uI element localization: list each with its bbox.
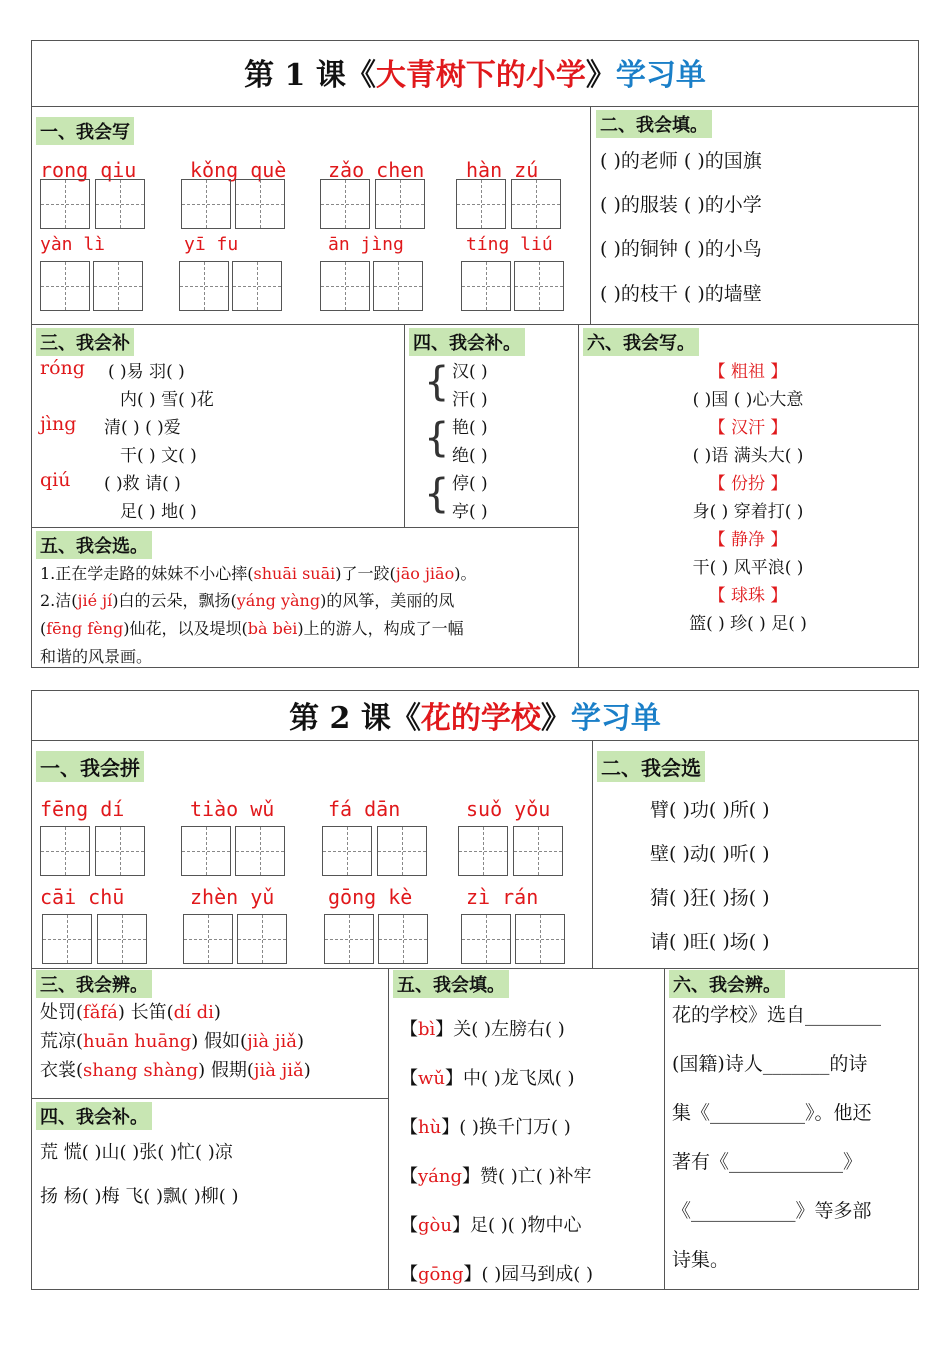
sentence-text: ( bbox=[40, 619, 47, 638]
writing-grid[interactable] bbox=[456, 179, 506, 229]
idiom-line: 【yáng】赞( )亡( )补牢 bbox=[400, 1166, 592, 1187]
fill-line[interactable]: 荒 慌( )山( )张( )忙( )凉 bbox=[40, 1142, 233, 1163]
sentence-text: 1.正在学走路的妹妹不小心摔( bbox=[40, 564, 254, 583]
fill-line[interactable]: 臂( )功( )所( ) bbox=[650, 799, 770, 821]
word-text: ) bbox=[303, 1060, 311, 1081]
writing-grid[interactable] bbox=[181, 826, 231, 876]
fill-line[interactable]: ( )的服装 ( )的小学 bbox=[600, 194, 762, 216]
lesson1-title-divider bbox=[31, 106, 919, 107]
fill-line[interactable]: 集《__________》。他还 bbox=[672, 1102, 872, 1124]
word-text: ) 假如( bbox=[191, 1031, 248, 1052]
l2-pinyin: fēng dí bbox=[40, 797, 125, 821]
fill-line[interactable]: 艳( ) bbox=[452, 418, 488, 438]
s3-pinyin: qiú bbox=[40, 469, 71, 491]
writing-grid[interactable] bbox=[237, 914, 287, 964]
s3-pinyin: jìng bbox=[40, 413, 77, 435]
l2-pinyin: suǒ yǒu bbox=[466, 797, 551, 821]
sentence-text: 2.洁( bbox=[40, 591, 78, 610]
pinyin-option[interactable]: jià jiǎ bbox=[253, 1060, 304, 1081]
sentence-text: )上的游人，构成了一幅 bbox=[297, 619, 464, 638]
word-text: ) 假期( bbox=[198, 1060, 254, 1081]
lesson2-s1-header: 一、我会拼 bbox=[36, 751, 144, 782]
writing-grid[interactable] bbox=[181, 179, 231, 229]
lesson2-title-divider bbox=[31, 740, 919, 741]
lesson1-title bbox=[31, 50, 919, 94]
l2-pinyin: cāi chū bbox=[40, 885, 125, 909]
fill-line[interactable]: ( )语 满头大( ) bbox=[692, 446, 804, 466]
pinyin-option[interactable]: yáng yàng bbox=[236, 591, 321, 610]
lesson1-s4-header: 四、我会补。 bbox=[409, 328, 525, 356]
word-text: ) 长笛( bbox=[117, 1002, 174, 1023]
writing-grid[interactable] bbox=[320, 179, 370, 229]
fill-line[interactable]: ( )的枝干 ( )的墙壁 bbox=[600, 283, 762, 305]
writing-grid[interactable] bbox=[95, 179, 145, 229]
choice-sentence bbox=[40, 561, 476, 584]
fill-line[interactable]: 扬 杨( )梅 飞( )飘( )柳( ) bbox=[40, 1186, 239, 1207]
writing-grid[interactable] bbox=[235, 179, 285, 229]
fill-line[interactable]: 足( ) 地( ) bbox=[120, 502, 197, 522]
l1-pinyin: hàn zú bbox=[466, 158, 539, 182]
fill-line[interactable]: (国籍)诗人_______的诗 bbox=[672, 1053, 868, 1075]
writing-grid[interactable] bbox=[183, 914, 233, 964]
l1-pinyin: rong qiu bbox=[40, 158, 137, 182]
l1-pinyin: yī fu bbox=[184, 234, 239, 255]
sentence-text: )的风筝，美丽的凤 bbox=[320, 591, 455, 610]
fill-text[interactable]: ( )换千门万( ) bbox=[459, 1117, 571, 1138]
writing-grid[interactable] bbox=[93, 261, 143, 311]
fill-text[interactable]: 关( )左膀右( ) bbox=[453, 1019, 565, 1040]
lesson1-divider-s5 bbox=[31, 527, 578, 528]
fill-line[interactable]: ( )救 请( ) bbox=[104, 474, 181, 494]
fill-text[interactable]: 中( )龙飞凤( ) bbox=[463, 1068, 575, 1089]
writing-grid[interactable] bbox=[458, 826, 508, 876]
fill-text[interactable]: 足( )( )物中心 bbox=[469, 1215, 582, 1236]
word-text: 衣裳( bbox=[40, 1060, 84, 1081]
lesson2-s2-header: 二、我会选 bbox=[597, 751, 705, 782]
fill-text[interactable]: 赞( )亡( )补牢 bbox=[480, 1166, 592, 1187]
l2-pinyin: gōng kè bbox=[328, 885, 413, 909]
l1-pinyin: zǎo chen bbox=[328, 158, 425, 182]
fill-line[interactable]: 猜( )狂( )扬( ) bbox=[650, 887, 770, 909]
pinyin-option[interactable]: shang shàng bbox=[83, 1060, 199, 1081]
lesson2-title-prefix: 第 2 课《 bbox=[289, 701, 421, 736]
pinyin-option[interactable]: fēng fèng bbox=[46, 619, 124, 638]
word-pair: 【 汉汗 】 bbox=[708, 418, 788, 438]
writing-grid[interactable] bbox=[97, 914, 147, 964]
fill-line[interactable]: 干( ) 文( ) bbox=[120, 446, 197, 466]
writing-grid[interactable] bbox=[42, 914, 92, 964]
l1-pinyin: yàn lì bbox=[40, 234, 106, 255]
writing-grid[interactable] bbox=[322, 826, 372, 876]
choice-sentence bbox=[40, 616, 464, 639]
brace-icon: { bbox=[424, 415, 450, 461]
l1-pinyin: tíng liú bbox=[466, 234, 553, 255]
fill-line[interactable]: ( )国 ( )心大意 bbox=[692, 390, 804, 410]
sentence-text: )了一跤( bbox=[335, 564, 396, 583]
word-pair: 【 静净 】 bbox=[708, 530, 788, 550]
writing-grid[interactable] bbox=[95, 826, 145, 876]
writing-grid[interactable] bbox=[40, 826, 90, 876]
pinyin-option[interactable]: fǎfá bbox=[83, 1002, 118, 1023]
lesson1-divider-row bbox=[31, 324, 919, 325]
distinguish-line bbox=[40, 998, 221, 1024]
word-pair: 【 粗祖 】 bbox=[708, 362, 788, 382]
lesson2-s5-header: 五、我会填。 bbox=[393, 970, 509, 998]
writing-grid[interactable] bbox=[514, 261, 564, 311]
sentence-text: 和谐的风景画。 bbox=[40, 647, 153, 666]
pinyin-option[interactable]: shuāi suāi bbox=[253, 564, 336, 583]
lesson2-title-close: 》 bbox=[540, 701, 571, 736]
idiom-line: 【bì】关( )左膀右( ) bbox=[400, 1019, 565, 1040]
writing-grid[interactable] bbox=[324, 914, 374, 964]
lesson2-divider-s1s2 bbox=[592, 740, 593, 968]
pinyin-cue: gōng bbox=[418, 1264, 464, 1285]
pinyin-option[interactable]: jié jí bbox=[77, 591, 113, 610]
writing-grid[interactable] bbox=[40, 179, 90, 229]
word-text: ) bbox=[296, 1031, 304, 1052]
writing-grid[interactable] bbox=[515, 914, 565, 964]
fill-line[interactable]: 清( ) ( )爱 bbox=[104, 418, 181, 438]
writing-grid[interactable] bbox=[40, 261, 90, 311]
fill-line[interactable]: ( )易 羽( ) bbox=[108, 362, 185, 382]
lesson1-s3-header: 三、我会补 bbox=[36, 328, 134, 356]
l2-pinyin: zhèn yǔ bbox=[190, 885, 275, 909]
lesson2-divider-s5s6 bbox=[664, 968, 665, 1290]
fill-line[interactable]: 干( ) 风平浪( ) bbox=[692, 558, 804, 578]
brace-icon: { bbox=[424, 471, 450, 517]
fill-line[interactable]: 花的学校》选自________ bbox=[672, 1004, 882, 1026]
fill-text[interactable]: ( )园马到成( ) bbox=[481, 1264, 594, 1285]
pinyin-cue: gòu bbox=[418, 1215, 452, 1236]
pinyin-cue: wǔ bbox=[418, 1068, 445, 1089]
fill-line[interactable]: 篮( ) 珍( ) 足( ) bbox=[689, 614, 807, 634]
idiom-line: 【gòu】足( )( )物中心 bbox=[400, 1215, 582, 1236]
pinyin-option[interactable]: dí di bbox=[173, 1002, 214, 1023]
lesson1-title-close: 》 bbox=[585, 58, 616, 93]
lesson2-title-suffix: 学习单 bbox=[570, 701, 661, 736]
idiom-line: 【wǔ】中( )龙飞凤( ) bbox=[400, 1068, 575, 1089]
fill-line[interactable]: ( )的老师 ( )的国旗 bbox=[600, 150, 762, 172]
writing-grid[interactable] bbox=[461, 914, 511, 964]
pinyin-option[interactable]: jāo jiāo bbox=[395, 564, 455, 583]
writing-grid[interactable] bbox=[461, 261, 511, 311]
lesson1-title-suffix: 学习单 bbox=[615, 58, 706, 93]
fill-line[interactable]: 著有《____________》 bbox=[672, 1151, 863, 1173]
writing-grid[interactable] bbox=[513, 826, 563, 876]
lesson2-s4-header: 四、我会补。 bbox=[36, 1102, 152, 1130]
sentence-text: )。 bbox=[454, 564, 477, 583]
idiom-line: 【hù】( )换千门万( ) bbox=[400, 1117, 571, 1138]
pinyin-option[interactable]: huān huāng bbox=[83, 1031, 192, 1052]
distinguish-line bbox=[40, 1056, 311, 1082]
distinguish-line bbox=[40, 1027, 304, 1053]
writing-grid[interactable] bbox=[375, 179, 425, 229]
lesson1-title-name: 大青树下的小学 bbox=[375, 58, 586, 93]
word-text: 处罚( bbox=[40, 1002, 84, 1023]
fill-line[interactable]: 亭( ) bbox=[452, 502, 488, 522]
lesson1-s2-header: 二、我会填。 bbox=[596, 110, 712, 138]
idiom-line: 【gōng】( )园马到成( ) bbox=[400, 1264, 594, 1285]
lesson2-divider-s3s5 bbox=[388, 968, 389, 1290]
lesson2-s6-header: 六、我会辨。 bbox=[669, 970, 785, 998]
fill-line[interactable]: 汉( ) bbox=[452, 362, 488, 382]
lesson1-title-prefix: 第 1 课《 bbox=[244, 58, 376, 93]
pinyin-option[interactable]: jià jiǎ bbox=[247, 1031, 297, 1052]
s3-pinyin: róng bbox=[40, 357, 85, 379]
lesson2-divider-row bbox=[31, 968, 919, 969]
l1-pinyin: kǒng què bbox=[190, 158, 287, 182]
l2-pinyin: tiào wǔ bbox=[190, 797, 275, 821]
word-text: 荒凉( bbox=[40, 1031, 84, 1052]
l2-pinyin: fá dān bbox=[328, 797, 401, 821]
writing-grid[interactable] bbox=[378, 914, 428, 964]
sentence-text: )仙花，以及堤坝( bbox=[123, 619, 248, 638]
sentence-text: )白的云朵，飘扬( bbox=[112, 591, 237, 610]
lesson2-divider-s4 bbox=[31, 1098, 388, 1099]
word-text: ) bbox=[213, 1002, 221, 1023]
lesson2-title bbox=[31, 693, 919, 737]
l2-pinyin: zì rán bbox=[466, 885, 539, 909]
pinyin-cue: bì bbox=[418, 1019, 436, 1040]
fill-line[interactable]: ( )的铜钟 ( )的小鸟 bbox=[600, 238, 762, 260]
fill-line[interactable]: 壁( )动( )听( ) bbox=[650, 843, 770, 865]
writing-grid[interactable] bbox=[320, 261, 370, 311]
lesson1-s5-header: 五、我会选。 bbox=[36, 531, 152, 559]
fill-line[interactable]: 请( )旺( )场( ) bbox=[650, 931, 770, 953]
lesson1-divider-s1s2 bbox=[590, 106, 591, 324]
lesson1-s1-header: 一、我会写 bbox=[36, 117, 134, 145]
brace-icon: { bbox=[424, 359, 450, 405]
pinyin-cue: yáng bbox=[418, 1166, 463, 1187]
lesson2-s3-header: 三、我会辨。 bbox=[36, 970, 152, 998]
lesson1-divider-s3s4 bbox=[404, 324, 405, 527]
fill-line[interactable]: 汗( ) bbox=[452, 390, 488, 410]
choice-sentence bbox=[40, 588, 454, 611]
fill-line[interactable]: 身( ) 穿着打( ) bbox=[692, 502, 804, 522]
fill-line[interactable]: 内( ) 雪( )花 bbox=[120, 390, 214, 410]
writing-grid[interactable] bbox=[235, 826, 285, 876]
fill-line[interactable]: 停( ) bbox=[452, 474, 488, 494]
writing-grid[interactable] bbox=[179, 261, 229, 311]
pinyin-option[interactable]: bà bèi bbox=[247, 619, 298, 638]
lesson2-title-name: 花的学校 bbox=[420, 701, 541, 736]
lesson1-s6-header: 六、我会写。 bbox=[583, 328, 699, 356]
writing-grid[interactable] bbox=[373, 261, 423, 311]
l1-pinyin: ān jìng bbox=[328, 234, 404, 255]
word-pair: 【 份扮 】 bbox=[708, 474, 788, 494]
fill-line[interactable]: 绝( ) bbox=[452, 446, 488, 466]
word-pair: 【 球珠 】 bbox=[708, 586, 788, 606]
writing-grid[interactable] bbox=[511, 179, 561, 229]
fill-line[interactable]: 《___________》等多部 bbox=[672, 1200, 872, 1222]
writing-grid[interactable] bbox=[232, 261, 282, 311]
writing-grid[interactable] bbox=[377, 826, 427, 876]
fill-line[interactable]: 诗集。 bbox=[672, 1249, 730, 1271]
pinyin-cue: hù bbox=[418, 1117, 442, 1138]
